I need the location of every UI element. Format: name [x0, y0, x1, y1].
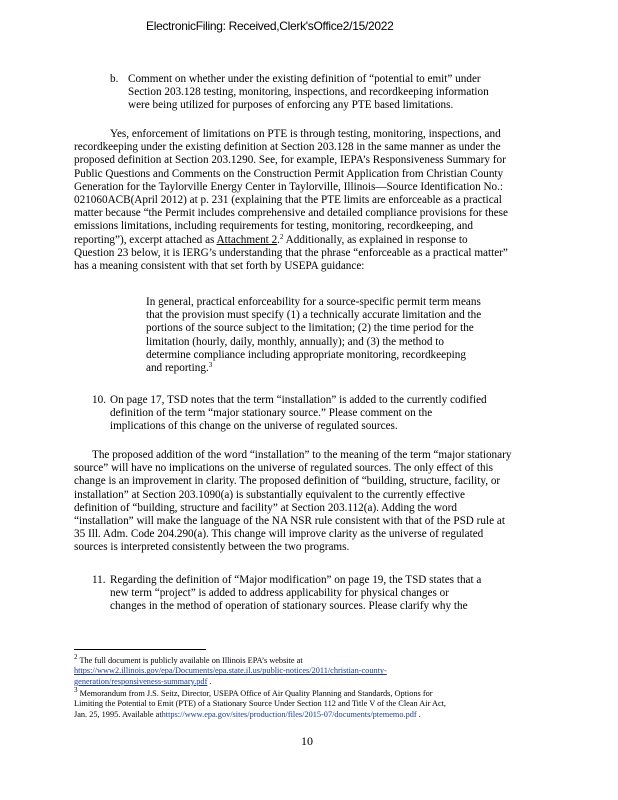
answer-line: proposed definition at Section 203.1290. See, for example, IEPA’s Responsiveness Summary for — [74, 154, 506, 167]
footnote-2 — [74, 653, 387, 687]
item-b-question — [128, 73, 489, 113]
answer-line: installation” at Section 203.1090(a) is substantially equivalent to the currently effective — [74, 488, 465, 501]
quote-line: determine compliance including appropriate monitoring, recordkeeping — [146, 348, 466, 361]
footnote-separator — [74, 649, 206, 650]
footnote-line — [74, 653, 387, 666]
footnote-line — [74, 677, 387, 687]
item-10-marker: 10. — [92, 394, 106, 406]
answer-line: recordkeeping under the existing definition at Section 203.128 in the same manner as under the — [74, 141, 501, 154]
page-number: 10 — [301, 734, 313, 748]
item-10-line: definition of the term “major stationary source.” Please comment on the — [110, 407, 433, 420]
answer-line: change is an improvement in clarity. The proposed definition of “building, structure, facility, or — [74, 475, 501, 488]
attachment-2-reference: Attachment 2 — [216, 233, 278, 246]
footnote-line — [74, 686, 446, 699]
item-b-marker: b. — [110, 73, 119, 85]
item-b-line: Comment on whether under the existing definition of “potential to emit” under — [128, 73, 481, 85]
quote-line: that the provision must specify (1) a technically accurate limitation and the — [146, 309, 482, 322]
answer-paragraph-installation — [74, 449, 511, 555]
footnote-text: . — [207, 676, 212, 686]
answer-line: Yes, enforcement of limitations on PTE is through testing, monitoring, inspections, and — [110, 128, 501, 140]
answer-text: . — [277, 233, 280, 246]
answer-line — [74, 234, 508, 247]
filing-stamp-header: ElectronicFiling: Received,Clerk'sOffice2/15/2022 — [146, 19, 394, 33]
answer-line: definition of “building, structure and facility” at Section 203.112(a). Adding the word — [74, 501, 457, 514]
answer-text: Additionally, as explained in response to — [283, 233, 468, 246]
usepa-guidance-quote — [146, 296, 481, 375]
footnote-line: Limiting the Potential to Emit (PTE) of a Stationary Source Under Section 112 and Title V of the Clean Air Act, — [74, 699, 447, 709]
answer-line: sources is interpreted consistently between the two programs. — [74, 541, 350, 554]
quote-line: portions of the source subject to the limitation; (2) the time period for the — [146, 322, 474, 335]
footnote-2-mark: 2 — [74, 653, 78, 661]
footnote-2-link[interactable]: generation/responsiveness-summary.pdf — [74, 676, 208, 686]
item-11-line: new term “project” is added to address applicability for physical changes or — [110, 587, 449, 600]
answer-line: Public Questions and Comments on the Construction Permit Application from Christian County — [74, 167, 504, 180]
answer-line: source” will have no implications on the universe of regulated sources. The only effect of this — [74, 462, 493, 475]
item-10-line: implications of this change on the universe of regulated sources. — [110, 420, 398, 433]
quote-text: and reporting. — [146, 362, 209, 375]
answer-line: has a meaning consistent with that set forth by USEPA guidance: — [74, 260, 365, 273]
footnote-text: Memorandum from J.S. Seitz, Director, USEPA Office of Air Quality Planning and Standards, Options for — [79, 689, 433, 698]
answer-line: 35 Ill. Adm. Code 204.290(a). This change will improve clarity as the universe of regulated — [74, 528, 484, 541]
footnote-text: . — [416, 709, 421, 719]
item-10-question — [110, 394, 487, 434]
footnote-3-mark: 3 — [74, 686, 78, 694]
answer-paragraph-pte — [74, 128, 508, 273]
item-10-line: On page 17, TSD notes that the term “installation” is added to the currently codified — [110, 394, 487, 406]
item-b-line: were being utilized for purposes of enforcing any PTE based limitations. — [128, 99, 454, 112]
footnote-3-link[interactable]: https://www.epa.gov/sites/production/files/2015-07/documents/ptememo.pdf — [161, 709, 417, 719]
quote-line: In general, practical enforceability for a source-specific permit term means — [146, 296, 481, 308]
answer-line: 021060ACB(April 2012) at p. 231 (explaining that the PTE limits are enforceable as a practical — [74, 194, 502, 207]
footnote-ref-2: 2 — [279, 232, 284, 241]
answer-line: “installation” will make the language of the NA NSR rule consistent with that of the PSD rule at — [74, 515, 505, 528]
footnote-text: Jan. 25, 1995. Available at — [74, 709, 162, 719]
quote-line: limitation (hourly, daily, monthly, annually); and (3) the method to — [146, 335, 444, 348]
footnote-text: The full document is publicly available on Illinois EPA’s website at — [79, 656, 303, 665]
footnote-line — [74, 666, 387, 676]
footnote-line — [74, 710, 446, 720]
footnote-ref-3: 3 — [208, 361, 213, 370]
item-11-line: changes in the method of operation of stationary sources. Please clarify why the — [110, 600, 468, 613]
answer-line: emissions limitations, including requirements for testing, monitoring, recordkeeping, and — [74, 220, 473, 233]
quote-line — [146, 362, 481, 375]
item-b-line: Section 203.128 testing, monitoring, inspections, and recordkeeping information — [128, 86, 489, 99]
answer-line: Question 23 below, it is IERG’s understanding that the phrase “enforceable as a practical matter” — [74, 246, 508, 259]
item-11-marker: 11. — [92, 574, 106, 586]
answer-line: matter because “the Permit includes comprehensive and detailed compliance provisions for these — [74, 207, 508, 220]
answer-line: Generation for the Taylorville Energy Center in Taylorville, Illinois—Source Identification No.: — [74, 180, 504, 193]
footnote-3 — [74, 686, 447, 720]
answer-text: reporting”), excerpt attached as — [74, 233, 217, 246]
item-11-question — [110, 574, 481, 614]
footnote-2-link[interactable]: https://www2.illinois.gov/epa/Documents/epa.state.il.us/public-notices/2011/christian-county- — [74, 666, 387, 676]
answer-line: The proposed addition of the word “installation” to the meaning of the term “major stationary — [92, 449, 512, 461]
item-11-line: Regarding the definition of “Major modification” on page 19, the TSD states that a — [110, 574, 482, 586]
